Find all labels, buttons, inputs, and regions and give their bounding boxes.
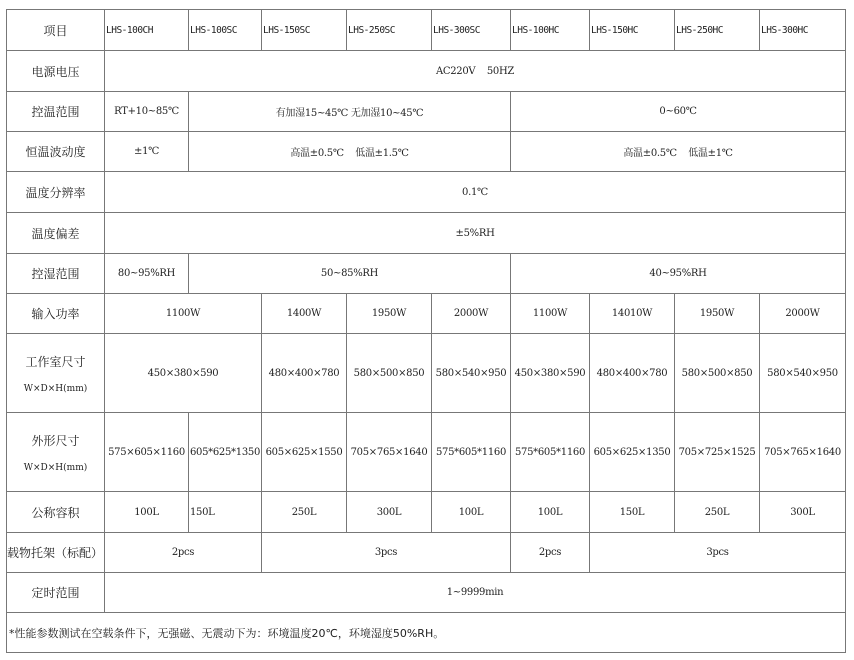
power-value: 1400W <box>262 294 347 334</box>
model-header: LHS-150SC <box>262 10 347 51</box>
chamber-size-sublabel: W×D×H(mm) <box>23 383 88 394</box>
voltage-value: AC220V 50HZ <box>105 51 846 92</box>
row-label-voltage: 电源电压 <box>7 51 105 92</box>
capacity-value: 250L <box>675 492 760 533</box>
row-label-temp-deviation: 温度偏差 <box>7 213 105 254</box>
humidity-range-row <box>7 254 846 294</box>
footnote: *性能参数测试在空载条件下，无强磁、无震动下为：环境温度20℃，环境湿度50%RH。 <box>7 613 846 653</box>
model-header: LHS-100CH <box>105 10 189 51</box>
power-value: 1950W <box>675 294 760 334</box>
outer-size-sublabel: W×D×H(mm) <box>23 462 88 473</box>
chamber-size-value: 450×380×590 <box>105 334 262 413</box>
power-value: 1950W <box>347 294 432 334</box>
outer-size-row <box>7 413 846 492</box>
capacity-value: 250L <box>262 492 347 533</box>
power-value: 1100W <box>105 294 262 334</box>
power-value: 1100W <box>511 294 590 334</box>
outer-size-value: 605×625×1550 <box>262 413 347 492</box>
model-header: LHS-100SC <box>189 10 262 51</box>
chamber-size-value: 580×540×950 <box>760 334 846 413</box>
chamber-size-row <box>7 334 846 413</box>
timer-value: 1~9999min <box>105 573 846 613</box>
capacity-value: 300L <box>760 492 846 533</box>
model-header: LHS-250HC <box>675 10 760 51</box>
row-label-temp-resolution: 温度分辨率 <box>7 172 105 213</box>
capacity-value: 100L <box>432 492 511 533</box>
row-label-chamber-size <box>7 334 105 413</box>
shelves-value: 2pcs <box>105 533 262 573</box>
header-label: 项目 <box>7 10 105 51</box>
temp-range-value: 有加湿15~45℃ 无加湿10~45℃ <box>189 92 511 132</box>
humidity-range-value: 80~95%RH <box>105 254 189 294</box>
row-label-humidity-range: 控湿范围 <box>7 254 105 294</box>
model-header: LHS-300HC <box>760 10 846 51</box>
temp-fluct-value: 高温±0.5℃ 低温±1℃ <box>511 132 846 172</box>
outer-size-value: 605×625×1350 <box>590 413 675 492</box>
shelves-value: 3pcs <box>590 533 846 573</box>
power-value: 2000W <box>432 294 511 334</box>
humidity-range-value: 40~95%RH <box>511 254 846 294</box>
capacity-value: 150L <box>189 492 262 533</box>
temp-range-row <box>7 92 846 132</box>
temp-resolution-value: 0.1℃ <box>105 172 846 213</box>
row-label-temp-fluct: 恒温波动度 <box>7 132 105 172</box>
capacity-value: 100L <box>511 492 590 533</box>
model-header: LHS-100HC <box>511 10 590 51</box>
spec-table <box>6 9 846 653</box>
model-header: LHS-300SC <box>432 10 511 51</box>
shelves-row <box>7 533 846 573</box>
temp-range-value: RT+10~85℃ <box>105 92 189 132</box>
chamber-size-label: 工作室尺寸 <box>25 354 86 369</box>
row-label-timer: 定时范围 <box>7 573 105 613</box>
chamber-size-value: 480×400×780 <box>262 334 347 413</box>
outer-size-value: 605*625*1350 <box>189 413 262 492</box>
capacity-row <box>7 492 846 533</box>
temp-range-value: 0~60℃ <box>511 92 846 132</box>
shelves-value: 3pcs <box>262 533 511 573</box>
row-label-shelves: 载物托架（标配） <box>7 533 105 573</box>
capacity-value: 300L <box>347 492 432 533</box>
shelves-value: 2pcs <box>511 533 590 573</box>
header-row <box>7 10 846 51</box>
chamber-size-value: 480×400×780 <box>590 334 675 413</box>
temp-deviation-value: ±5%RH <box>105 213 846 254</box>
row-label-temp-range: 控温范围 <box>7 92 105 132</box>
power-row <box>7 294 846 334</box>
power-value: 2000W <box>760 294 846 334</box>
outer-size-value: 705×765×1640 <box>347 413 432 492</box>
chamber-size-value: 580×500×850 <box>675 334 760 413</box>
chamber-size-value: 580×500×850 <box>347 334 432 413</box>
model-header: LHS-250SC <box>347 10 432 51</box>
outer-size-value: 575×605×1160 <box>105 413 189 492</box>
humidity-range-value: 50~85%RH <box>189 254 511 294</box>
temp-fluct-value: 高温±0.5℃ 低温±1.5℃ <box>189 132 511 172</box>
capacity-value: 150L <box>590 492 675 533</box>
chamber-size-value: 580×540×950 <box>432 334 511 413</box>
temp-deviation-row <box>7 213 846 254</box>
model-header: LHS-150HC <box>590 10 675 51</box>
outer-size-value: 575*605*1160 <box>511 413 590 492</box>
temp-fluct-row <box>7 132 846 172</box>
capacity-value: 100L <box>105 492 189 533</box>
temp-resolution-row <box>7 172 846 213</box>
timer-row <box>7 573 846 613</box>
temp-fluct-value: ±1℃ <box>105 132 189 172</box>
power-value: 14010W <box>590 294 675 334</box>
outer-size-value: 705×765×1640 <box>760 413 846 492</box>
chamber-size-value: 450×380×590 <box>511 334 590 413</box>
outer-size-value: 575*605*1160 <box>432 413 511 492</box>
outer-size-value: 705×725×1525 <box>675 413 760 492</box>
row-label-outer-size <box>7 413 105 492</box>
footnote-row <box>7 613 846 653</box>
row-label-capacity: 公称容积 <box>7 492 105 533</box>
outer-size-label: 外形尺寸 <box>31 433 80 448</box>
voltage-row <box>7 51 846 92</box>
row-label-power: 输入功率 <box>7 294 105 334</box>
